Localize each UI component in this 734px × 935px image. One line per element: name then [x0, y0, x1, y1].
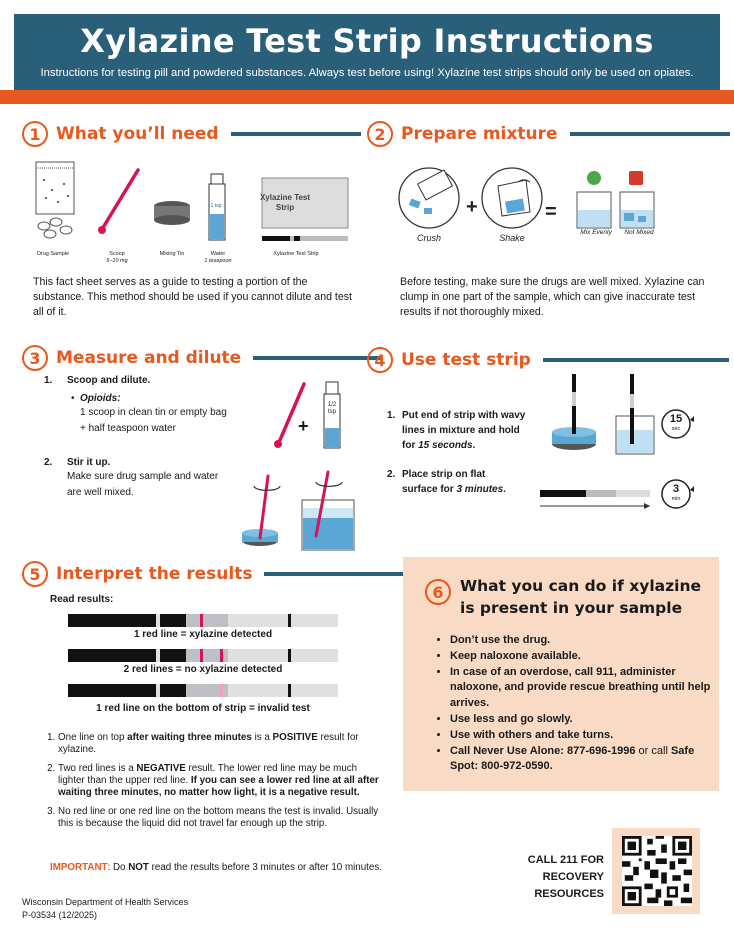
- section-3-header: [22, 345, 381, 371]
- section-2-text: Before testing, make sure the drugs are well mixed. Xylazine can clump in one part of the sample, which can give inaccurate test results if not thoroughly mixed.: [400, 276, 705, 318]
- section-2-illustration: [398, 166, 718, 238]
- s4-step2-num: 2.: [387, 469, 396, 480]
- section-2-rule: [570, 132, 730, 136]
- s4-step2-em: 3 minutes: [456, 484, 504, 495]
- section-2-title: Prepare mixture: [401, 124, 558, 144]
- section-4-illustration: [540, 372, 720, 518]
- scoop-icon: [98, 170, 138, 234]
- section-2-number: 2: [367, 121, 393, 147]
- stir-tin-icon: [242, 476, 280, 546]
- half-tsp-label: 1/2 tsp: [327, 402, 337, 415]
- s4-step1-b: lines in mixture and hold: [402, 425, 520, 436]
- s6-item-3: • In case of an overdose, call 911, administer naloxone, and provide rescue breathing until help arrives.: [450, 665, 712, 712]
- drug-sample-icon: [36, 162, 74, 238]
- call-211-text: CALL 211 FOR RECOVERY RESOURCES: [527, 854, 604, 900]
- s4-step1-a: Put end of strip with wavy: [402, 410, 526, 421]
- read-results-label: Read results:: [50, 594, 114, 605]
- qr-frame: [612, 828, 700, 914]
- results-list: [36, 732, 386, 837]
- label-scoop-sub: 5–10 mg: [106, 258, 128, 264]
- s3-step1-num: 1.: [44, 375, 53, 386]
- section-5-header: [22, 561, 410, 587]
- s3-step1: Scoop and dilute.: [67, 375, 151, 386]
- dip-bag-icon: [616, 374, 654, 454]
- footer-code: P-03534 (12/2025): [22, 910, 98, 920]
- timer-3-value: 3: [672, 483, 680, 495]
- result-label-2: 2 red lines = no xylazine detected: [123, 664, 283, 675]
- section-1-text: This fact sheet serves as a guide to testing a portion of the substance. This method should be used if you cannot dilute and test all of it.: [33, 276, 353, 318]
- s3-step2-num: 2.: [44, 457, 53, 468]
- crush-label: Crush: [416, 233, 441, 243]
- not-mixed-icon: [620, 171, 654, 228]
- result-label-1: 1 red line = xylazine detected: [133, 629, 273, 640]
- mixing-tin-icon: [154, 201, 190, 225]
- plus-sign-3: +: [298, 416, 309, 436]
- label-scoop: Scoop: [109, 251, 125, 257]
- not-mixed-label: Not Mixed: [624, 229, 654, 236]
- section-4-header: [367, 347, 729, 373]
- timer-15-unit: sec: [671, 426, 681, 432]
- bullet-dot: •: [71, 393, 75, 404]
- section-3-number: 3: [22, 345, 48, 371]
- section-3-illustration: [232, 378, 362, 556]
- flat-strip-icon: [540, 490, 650, 509]
- page-subtitle: Instructions for testing pill and powdered substances. Always test before using! Xylazine test strips should only be used on opiates.: [40, 67, 694, 79]
- s4-step2-b: surface for: [402, 484, 454, 495]
- crush-icon: [399, 168, 459, 228]
- s6-item-5: • Use with others and take turns.: [450, 728, 712, 744]
- timer-3-unit: min: [671, 496, 681, 502]
- shake-label: Shake: [499, 233, 525, 243]
- result-item-2: 2. Two red lines is a NEGATIVE result. The lower red line may be much lighter than the upper red line. If you can see a lower red line at all after waiting three minutes, no matter how light, it is a negative result.: [58, 763, 386, 799]
- footer-org: Wisconsin Department of Health Services: [22, 897, 189, 907]
- s6-item-6: • Call Never Use Alone: 877-696-1996 or call Safe Spot: 800-972-0590.: [450, 744, 712, 776]
- section-3-title: Measure and dilute: [56, 348, 242, 368]
- label-drug-sample: Drug Sample: [36, 251, 70, 257]
- section-4-rule: [543, 358, 729, 362]
- orange-divider: [0, 90, 734, 104]
- section-3-rule: [253, 356, 381, 360]
- s4-step1-c: for: [402, 440, 416, 451]
- timer-15-value: 15: [669, 413, 683, 425]
- section-4-title: Use test strip: [401, 350, 531, 370]
- s3-bullet-title: Opioids:: [80, 393, 121, 404]
- result-strip-2: [68, 649, 338, 662]
- section-1-rule: [231, 132, 361, 136]
- equals-sign: =: [545, 201, 557, 223]
- label-mixing-tin: Mixing Tin: [159, 251, 185, 257]
- section-1-header: [22, 121, 361, 147]
- section-6-number: 6: [425, 579, 451, 605]
- shake-icon: [482, 168, 542, 228]
- important-note: IMPORTANT: Do NOT read the results before 3 minutes or after 10 minutes.: [50, 862, 382, 873]
- section-5-number: 5: [22, 561, 48, 587]
- result-label-3: 1 red line on the bottom of strip = invalid test: [96, 703, 310, 714]
- label-test-strip: Xylazine Test Strip: [273, 251, 319, 257]
- result-strip-3: [68, 684, 338, 697]
- section-1-number: 1: [22, 121, 48, 147]
- s3-bullet-l2: + half teaspoon water: [80, 423, 176, 434]
- result-item-3: 3. No red line or one red line on the bottom means the test is invalid. Usually this is because the liquid did not travel far enough up the strip.: [58, 806, 386, 830]
- mix-evenly-label: Mix Evenly: [580, 229, 612, 236]
- section-1-title: What you’ll need: [56, 124, 219, 144]
- s3-step2: Stir it up.: [67, 457, 111, 468]
- s6-item-4: • Use less and go slowly.: [450, 712, 712, 728]
- strip-package-label: Xylazine Test Strip: [259, 193, 311, 212]
- label-water-sub: 1 teaspoon: [204, 258, 232, 264]
- qr-code-icon[interactable]: [622, 836, 692, 906]
- s3-bullet-l1: 1 scoop in clean tin or empty bag: [80, 407, 227, 418]
- result-strip-1: [68, 614, 338, 627]
- stir-bag-icon: [302, 472, 354, 550]
- s3-step2-l2: are well mixed.: [67, 487, 134, 498]
- section-6-list: [450, 633, 712, 775]
- mix-evenly-icon: [577, 171, 611, 228]
- s4-step1-em: 15 seconds: [418, 440, 473, 451]
- section-5-title: Interpret the results: [56, 564, 253, 584]
- water-vial-label: 1 tsp: [210, 203, 222, 209]
- s4-step1-num: 1.: [387, 410, 396, 421]
- plus-sign-2: +: [466, 196, 478, 218]
- section-5-rule: [264, 572, 410, 576]
- dip-tin-icon: [552, 374, 596, 450]
- result-item-1: 1. One line on top after waiting three minutes is a POSITIVE result for xylazine.: [58, 732, 386, 756]
- s4-step2: Place strip on flat surface for 3 minutes.: [402, 467, 542, 497]
- s4-step1: Put end of strip with wavy lines in mixture and hold for 15 seconds.: [402, 408, 542, 453]
- page-title: Xylazine Test Strip Instructions: [80, 22, 654, 60]
- section-6-box: [403, 557, 719, 791]
- section-2-header: [367, 121, 730, 147]
- section-4-number: 4: [367, 347, 393, 373]
- section-6-title: What you can do if xylazine is present in your sample: [460, 577, 702, 617]
- s3-step2-l1: Make sure drug sample and water: [67, 471, 219, 482]
- header-banner: [14, 14, 720, 90]
- s4-step2-a: Place strip on flat: [402, 469, 486, 480]
- s6-item-1: • Don’t use the drug.: [450, 633, 712, 649]
- label-water: Water: [210, 251, 226, 257]
- s6-item-2: • Keep naloxone available.: [450, 649, 712, 665]
